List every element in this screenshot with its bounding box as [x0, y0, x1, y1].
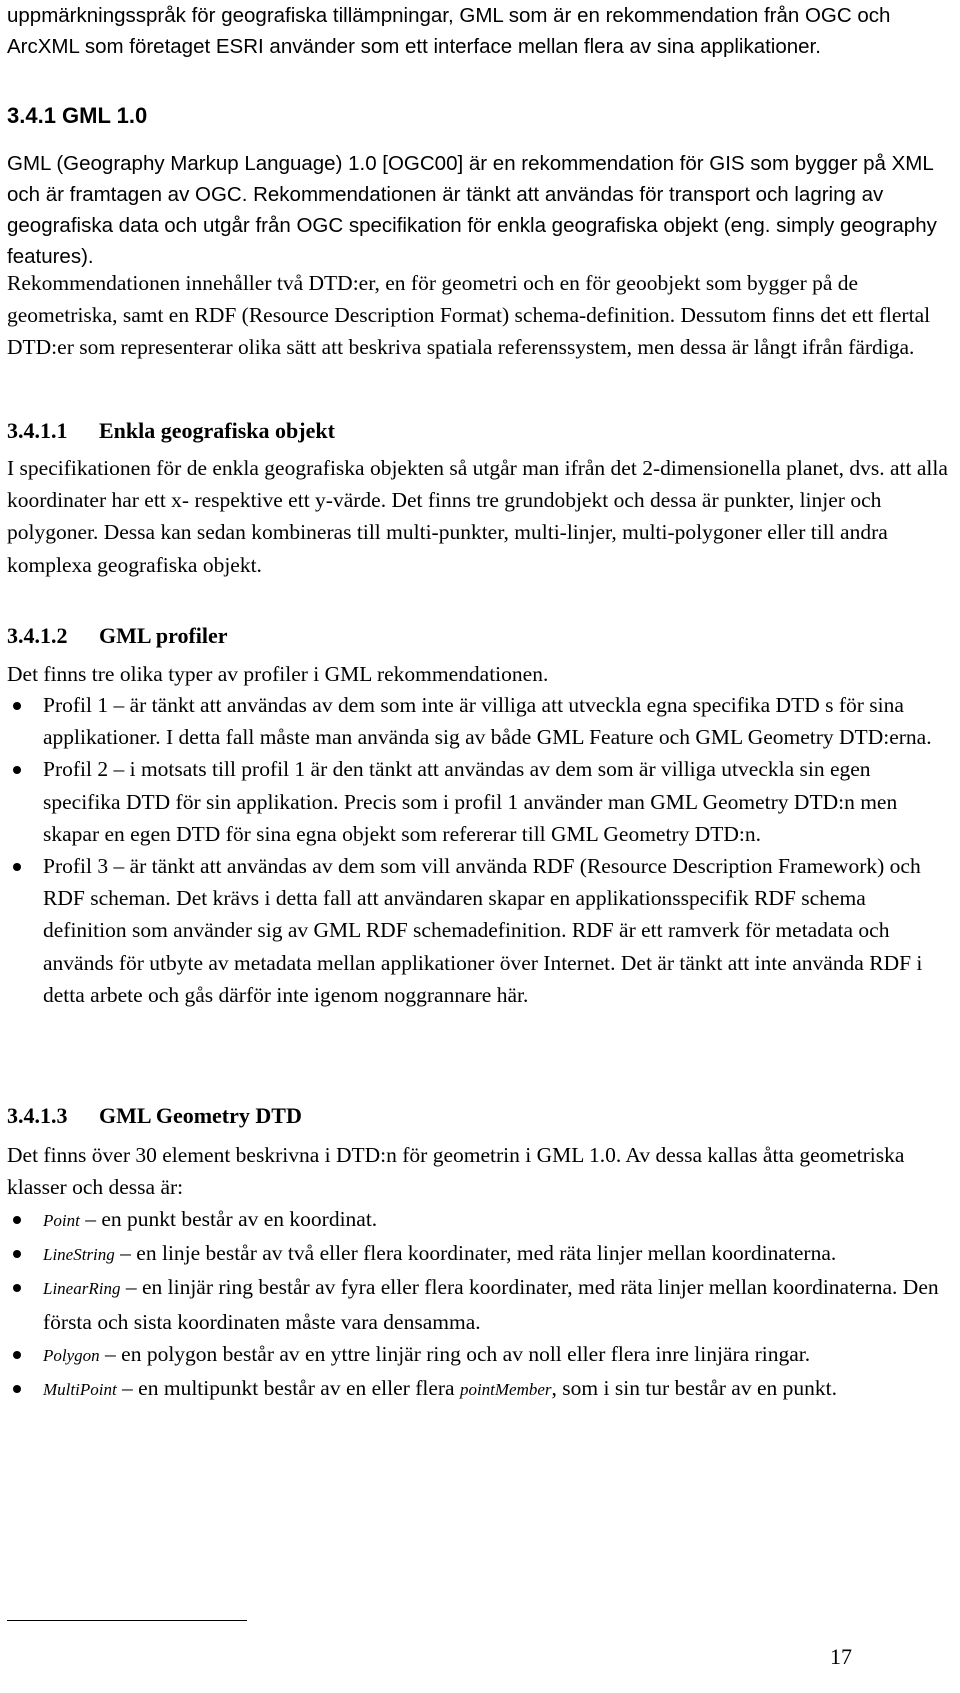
bullet-icon — [13, 702, 21, 710]
footnote-divider — [7, 1620, 247, 1621]
bullet-icon — [13, 766, 21, 774]
subsection-title: Enkla geografiska objekt — [99, 418, 335, 443]
bullet-icon — [13, 1284, 21, 1292]
term: MultiPoint — [43, 1380, 117, 1400]
subsection-number: 3.4.1.1 — [7, 418, 68, 443]
bullet-icon — [13, 863, 21, 871]
gml-intro-paragraph: GML (Geography Markup Language) 1.0 [OGC00] är en rekommendation för GIS som bygger på XML och är framtagen av OGC. Rekommendationen är tänkt att användas för transport och lagring av geografiska data och utgår från OGC specifikation för enkla geografiska objekt (eng. simply geography features). — [7, 152, 937, 268]
list-item: LineString – en linje består av två eller flera koordinater, med räta linjer mellan koordinaterna. — [7, 1237, 952, 1271]
bullet-icon — [13, 1351, 21, 1359]
bullet-icon — [13, 1216, 21, 1224]
term: Point — [43, 1211, 80, 1230]
term: LineString — [43, 1245, 115, 1265]
subsection-number: 3.4.1.3 — [7, 1103, 68, 1128]
list-item: Profil 3 – är tänkt att användas av dem som vill använda RDF (Resource Description Framework) och RDF scheman. Det krävs i detta fall att användaren skapar en applikationsspecifik RDF schema definition som använder sig av GML RDF schemadefinition. RDF är ett ramverk för metadata och används för utbyte av metadata mellan applikationer över Internet. Det är tänkt att inte använda RDF i detta arbete och gås därför inte igenom noggrannare här. — [7, 850, 952, 1011]
dtd-paragraph: Rekommendationen innehåller två DTD:er, en för geometri och en för geoobjekt som bygger på de geometriska, samt en RDF (Resource Description Format) schema-definition. Dessutom finns det ett flertal DTD:er som representerar olika sätt att beskriva spatiala referenssystem, men dessa är långt ifrån färdiga. — [7, 271, 931, 360]
section-heading-3-4-1: 3.4.1 GML 1.0 — [7, 103, 148, 128]
list-item: Polygon – en polygon består av en yttre linjär ring och av noll eller flera inre linjära ringar. — [7, 1338, 952, 1372]
subsection-heading-3-4-1-3 — [7, 1100, 302, 1132]
geometry-intro-paragraph: Det finns över 30 element beskrivna i DTD:n för geometrin i GML 1.0. Av dessa kallas åtta geometriska klasser och dessa är: — [7, 1143, 905, 1200]
simple-features-paragraph: I specifikationen för de enkla geografiska objekten så utgår man ifrån det 2-dimensionella planet, dvs. att alla koordinater har ett x- respektive ett y-värde. Det finns tre grundobjekt och dessa är punkter, linjer och polygoner. Dessa kan sedan kombineras till multi-punkter, multi-linjer, multi-polygoner eller till andra komplexa geografiska objekt. — [7, 456, 948, 577]
subsection-number: 3.4.1.2 — [7, 623, 68, 648]
term: LinearRing — [43, 1279, 121, 1299]
profiles-intro-paragraph: Det finns tre olika typer av profiler i GML rekommendationen. — [7, 662, 549, 686]
inline-term: pointMember — [459, 1380, 552, 1400]
term: Polygon — [43, 1345, 100, 1365]
list-item: Profil 1 – är tänkt att användas av dem som inte är villiga att utveckla egna specifika DTD s för sina applikationer. I detta fall måste man använda sig av både GML Feature och GML Geometry DTD:erna. — [7, 689, 952, 753]
list-item: Point – en punkt består av en koordinat. — [7, 1203, 952, 1237]
geometry-classes-list — [7, 1203, 952, 1406]
subsection-heading-3-4-1-2 — [7, 620, 228, 652]
intro-paragraph: uppmärkningsspråk för geografiska tillämpningar, GML som är en rekommendation från OGC och ArcXML som företaget ESRI använder som ett interface mellan flera av sina applikationer. — [7, 4, 891, 58]
page-number: 17 — [830, 1644, 852, 1669]
subsection-title: GML profiler — [99, 623, 228, 648]
subsection-title: GML Geometry DTD — [99, 1103, 302, 1128]
subsection-heading-3-4-1-1 — [7, 415, 335, 447]
bullet-icon — [13, 1385, 21, 1393]
profiles-list — [7, 689, 952, 1011]
list-item: Profil 2 – i motsats till profil 1 är den tänkt att användas av dem som är villiga utveckla sin egen specifika DTD för sin applikation. Precis som i profil 1 använder man GML Geometry DTD:n men skapar en egen DTD för sina egna objekt som refererar till GML Geometry DTD:n. — [7, 753, 952, 850]
bullet-icon — [13, 1250, 21, 1258]
list-item: MultiPoint – en multipunkt består av en eller flera pointMember, som i sin tur består av en punkt. — [7, 1372, 952, 1406]
list-item: LinearRing – en linjär ring består av fyra eller flera koordinater, med räta linjer mellan koordinaterna. Den första och sista koordinaten måste vara densamma. — [7, 1271, 952, 1337]
